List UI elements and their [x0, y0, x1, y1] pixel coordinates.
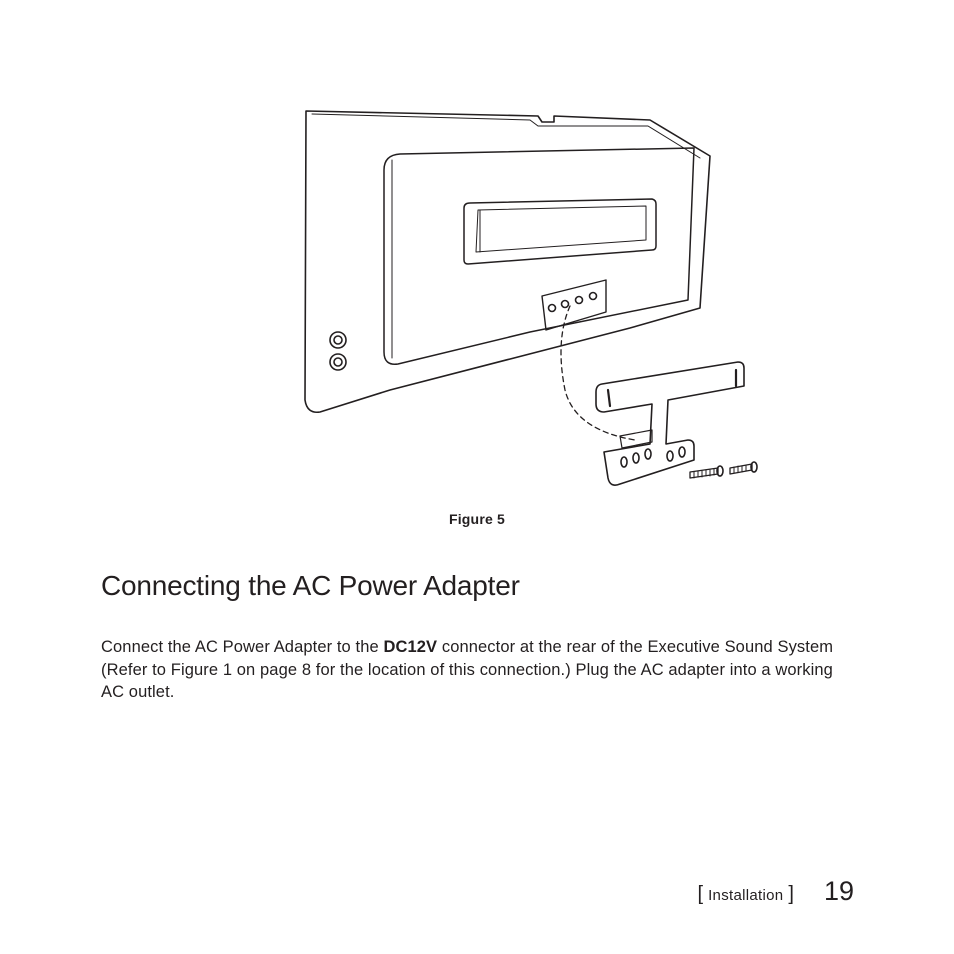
figure-caption: Figure 5: [448, 511, 506, 527]
page-number: 19: [823, 876, 854, 906]
mounting-screw-2: [730, 462, 757, 474]
footer-section-name: Installation: [708, 887, 784, 904]
connector-label-bold: DC12V: [383, 638, 438, 656]
footer-close-bracket: ]: [788, 883, 794, 905]
paragraph-text-after: connector at the rear of the Executive Sound System (Refer to Figure 1 on page 8 for the location of this connection.) Plug the AC adapter into a working AC outlet.: [101, 638, 834, 701]
section-heading: Connecting the AC Power Adapter: [101, 570, 520, 601]
instruction-paragraph: [101, 636, 841, 704]
paragraph-text-before: Connect the AC Power Adapter to the: [101, 638, 384, 656]
figure-5-illustration: [290, 100, 770, 500]
mounting-screw-1: [690, 466, 723, 478]
footer-open-bracket: [: [697, 883, 704, 905]
speaker-wall-mount-drawing: [290, 100, 770, 500]
page-footer: [698, 876, 854, 907]
